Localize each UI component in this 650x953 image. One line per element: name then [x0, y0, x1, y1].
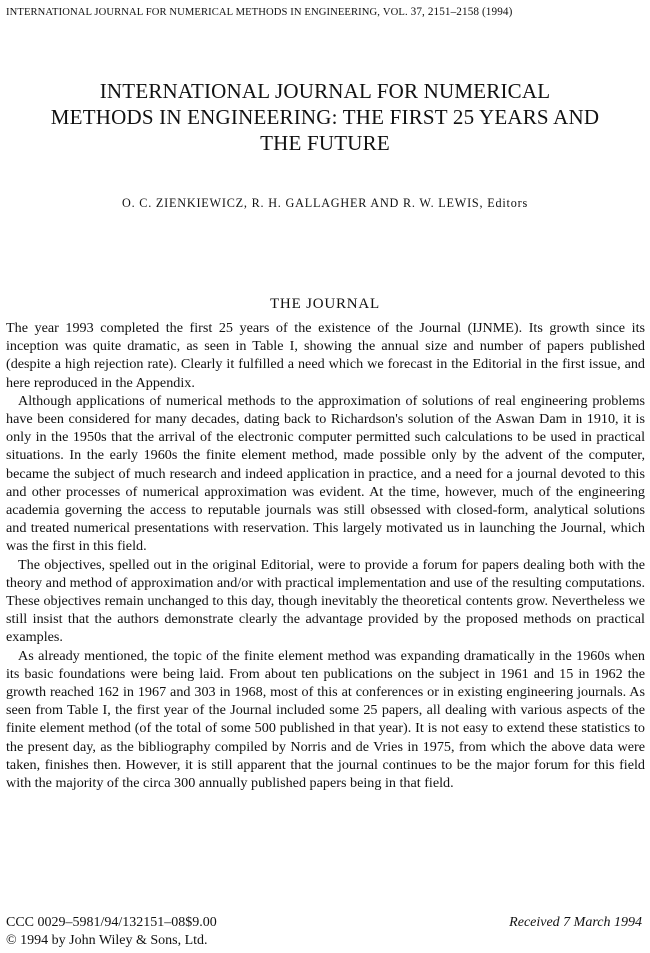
footer-copyright: © 1994 by John Wiley & Sons, Ltd.	[6, 933, 208, 948]
article-title-line-3: THE FUTURE	[260, 131, 390, 155]
article-title	[0, 78, 650, 156]
article-title-line-1: INTERNATIONAL JOURNAL FOR NUMERICAL	[99, 79, 551, 103]
paragraph-1: The year 1993 completed the first 25 years of the existence of the Journal (IJNME). Its growth since its inception was quite dramatic, as seen in Table I, showing the annual size and number of papers published (despite a high rejection rate). Clearly it fulfilled a need which we forecast in the Editorial in the first issue, and here reproduced in the Appendix.	[6, 320, 645, 391]
running-head	[6, 6, 644, 18]
paragraph-4: As already mentioned, the topic of the finite element method was expanding dramatically in the 1960s when its basic foundations were being laid. From about ten publications on the subject in 1961 and 15 in 1962 the growth reached 162 in 1967 and 303 in 1968, most of this at conferences or in existing engineering journals. As seen from Table I, the first year of the Journal included some 25 papers, all dealing with various aspects of the finite element method (of the total of some 500 published in that year). It is not easy to extend these statistics to the present day, as the bibliography compiled by Norris and de Vries in 1975, from which the above data were taken, finishes then. However, it is still apparent that the journal continues to be the major forum for this field with the majority of the circa 300 annually published papers being in that field.	[6, 647, 645, 792]
footer-publication-info	[6, 914, 217, 950]
running-head-volume-label: VOL.	[382, 7, 408, 18]
article-authors: O. C. ZIENKIEWICZ, R. H. GALLAGHER AND R. W. LEWIS, Editors	[121, 196, 529, 210]
footer-ccc-code: CCC 0029–5981/94/132151–08$9.00	[6, 915, 217, 930]
article-title-line-2: METHODS IN ENGINEERING: THE FIRST 25 YEARS AND	[50, 105, 600, 129]
section-heading: THE JOURNAL	[269, 296, 381, 312]
footer-received-date: Received 7 March 1994	[509, 915, 642, 930]
running-head-journal: INTERNATIONAL JOURNAL FOR NUMERICAL METHODS IN ENGINEERING,	[6, 7, 381, 18]
paragraph-3: The objectives, spelled out in the original Editorial, were to provide a forum for papers dealing both with the theory and method of approximation and/or with practical implementation and use of the resulting computations. These objectives remain unchanged to this day, though inevitably the theoretical contents grow. Nevertheless we still insist that the authors demonstrate clearly the advantage provided by the proposed methods on practical examples.	[6, 556, 645, 646]
running-head-volume-pages-year: 37, 2151–2158 (1994)	[410, 6, 513, 18]
paragraph-2: Although applications of numerical methods to the approximation of solutions of real engineering problems have been considered for many decades, dating back to Richardson's solution of the Aswan Dam in 1910, it is only in the 1950s that the arrival of the electronic computer permitted such calculations to be used in practical situations. In the early 1960s the finite element method, made possible only by the advent of the computer, became the subject of much research and indeed application in practice, and a need for a journal devoted to this and other processes of numerical approximation was evident. At the time, however, much of the engineering academia governing the access to reputable journals was still obsessed with closed-form, analytical solutions and treated numerical presentations with reservation. This largely motivated us in launching the Journal, which was the first in this field.	[6, 392, 645, 555]
article-body	[6, 319, 645, 792]
